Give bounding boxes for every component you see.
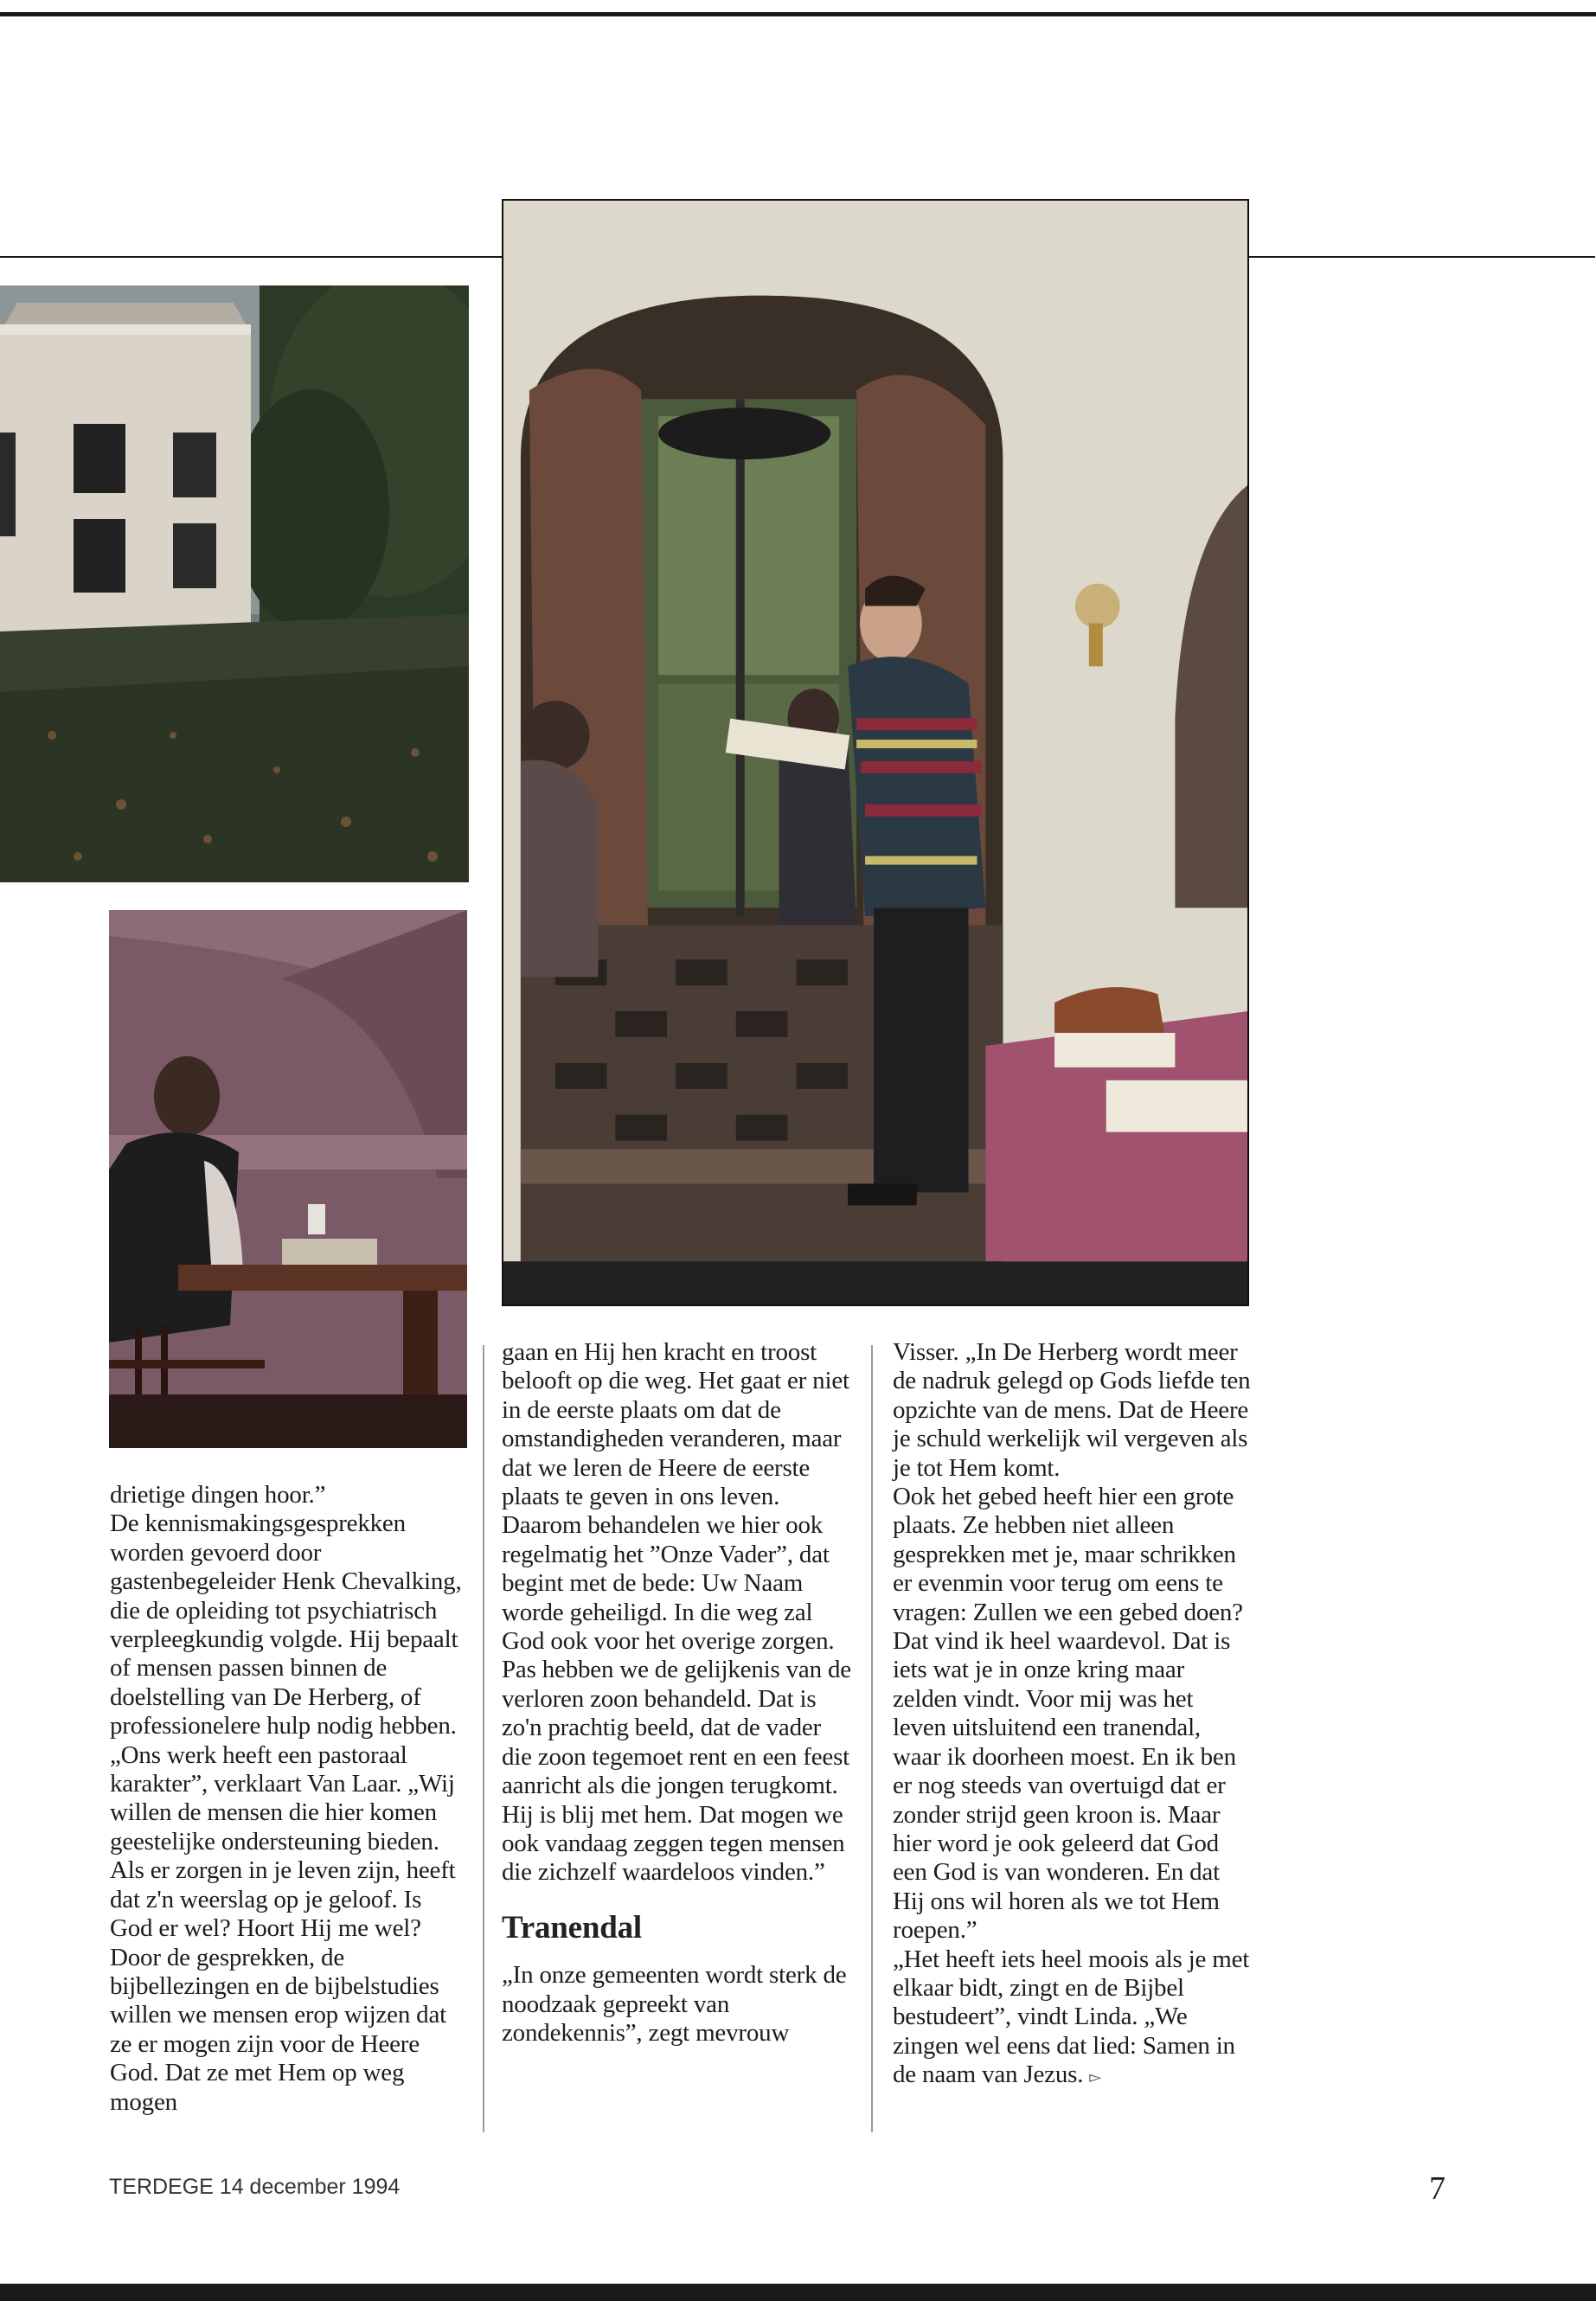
top-rule — [0, 12, 1596, 16]
bottom-rule — [0, 2284, 1596, 2301]
woman-reading-photo — [109, 910, 467, 1448]
man-reading-archway-photo — [502, 199, 1249, 1306]
col2-paragraph: gaan en Hij hen kracht en troost belooft op die weg. Het gaat er niet in de eerste plaats om dat de omstandigheden veranderen, maar dat we leren de Heere de eerste plaats te geven in ons leven. Daarom behandelen we hier ook regelmatig het ”Onze Vader”, dat begint met de bede: Uw Naam worde geheiligd. In die weg zal God ook voor het overige zorgen. Pas hebben we de gelijkenis van de verloren zoon behandeld. Dat is zo'n prachtig beeld, dat de vader die zoon tegemoet rent en een feest aanricht als die jongen terugkomt. Hij is blij met hem. Dat mogen we ook vandaag zeggen tegen mensen die zichzelf waardeloos vinden.” — [502, 1338, 851, 1887]
article-continues-icon: ▻ — [1089, 2068, 1101, 2087]
col3-paragraph: Visser. „In De Herberg wordt meer de nadruk gelegd op Gods liefde ten opzichte van de mens. Dat de Heere je schuld werkelijk wil vergeven als je tot Hem komt. — [893, 1338, 1251, 1482]
col3-paragraph: Ook het gebed heeft hier een grote plaats. Ze hebben niet alleen gesprekken met je, maar schrikken er evenmin voor terug om eens te vragen: Zullen we een gebed doen? Dat vind ik heel waardevol. Dat is iets wat je in onze kring maar zelden vindt. Voor mij was het leven uitsluitend een tranendal, waar ik doorheen moest. En ik ben er nog steeds van overtuigd dat er zonder strijd geen kroon is. Maar hier word je ook geleerd dat God een God is van wonderen. En dat Hij ons wil horen als we tot Hem roepen.” — [893, 1483, 1243, 1945]
col3-final-text: „Het heeft iets heel moois als je met elkaar bidt, zingt en de Bijbel bestudeert”, vindt Linda. „We zingen wel eens dat lied: Samen in de naam van Jezus. — [893, 1945, 1250, 2089]
col2-paragraph: „In onze gemeenten wordt sterk de noodzaak gepreekt van zondekennis”, zegt mevrouw — [502, 1961, 847, 2047]
section-heading: Tranendal — [502, 1909, 642, 1945]
house-exterior-photo — [0, 285, 469, 882]
text-column-1 — [110, 1481, 463, 2117]
publication-footer: TERDEGE 14 december 1994 — [109, 2175, 401, 2199]
col1-paragraph: drietige dingen hoor.” De kennismakingsgesprekken worden gevoerd door gastenbegeleider Henk Chevalking, die de opleiding tot psychiatrisch verpleegkundig volgde. Hij bepaalt of mensen passen binnen de doelstelling van De Herberg, of professionelere hulp nodig hebben. — [110, 1481, 462, 1740]
column-separator-2 — [871, 1345, 873, 2132]
header-line-right — [1249, 256, 1595, 258]
column-separator-1 — [483, 1345, 484, 2132]
header-line-left — [0, 256, 502, 258]
text-column-3 — [893, 1338, 1251, 2093]
page-number: 7 — [1429, 2170, 1445, 2207]
col1-paragraph: „Ons werk heeft een pastoraal karakter”, verklaart Van Laar. „Wij willen de mensen die hier komen geestelijke ondersteuning bieden. Als er zorgen in je leven zijn, heeft dat z'n weerslag op je geloof. Is God er wel? Hoort Hij me wel? Door de gesprekken, de bijbellezingen en de bijbelstudies willen we mensen erop wijzen dat ze er mogen zijn voor de Heere God. Dat ze met Hem op weg mogen — [110, 1740, 456, 2116]
text-column-2 — [502, 1338, 856, 2048]
col3-paragraph — [893, 1945, 1251, 2093]
